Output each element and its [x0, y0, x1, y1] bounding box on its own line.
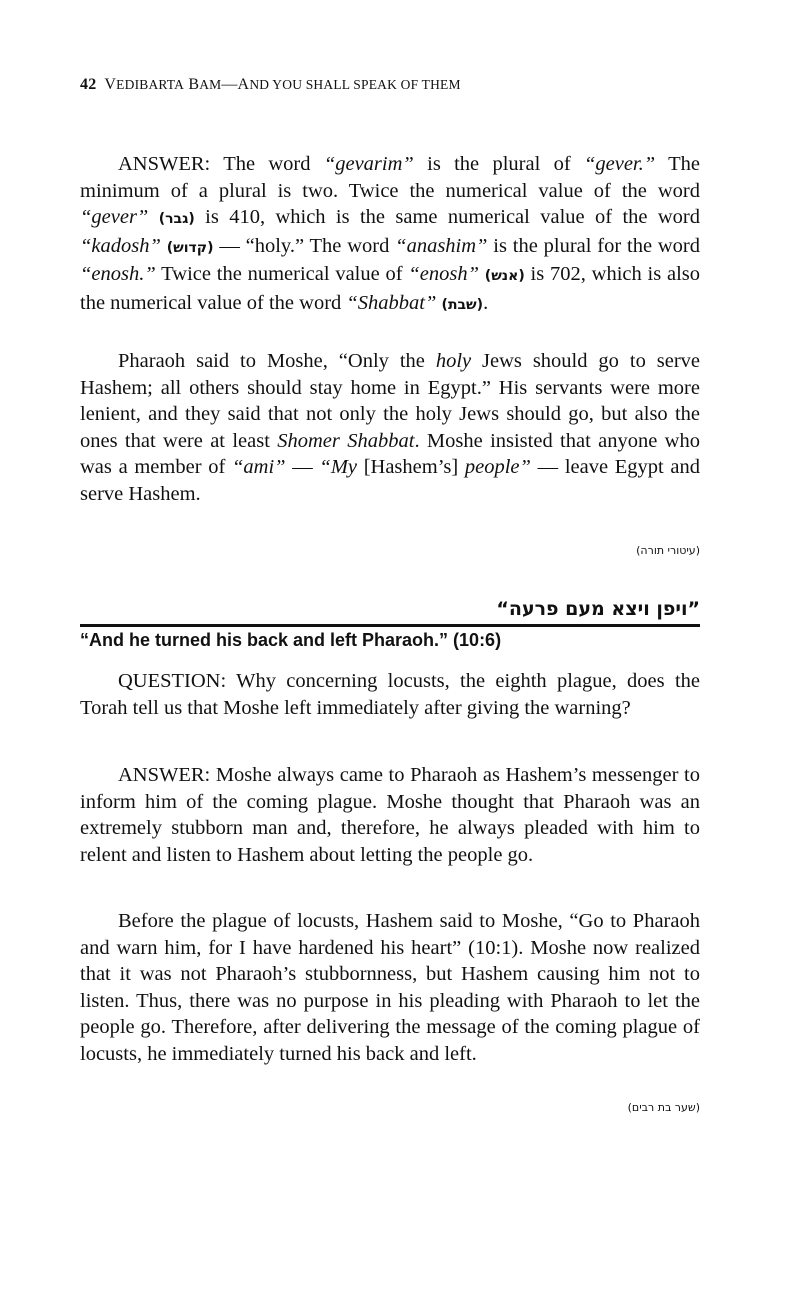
running-header — [80, 76, 461, 94]
before-paragraph: Before the plague of locusts, Hashem said to Moshe, “Go to Pharaoh and warn him, for I have hardened his heart” (10:1). Moshe now realized that it was not Pharaoh’s stubbornness, but Hashem causing him not to listen. Thus, there was no purpose in his pleading with Pharaoh to let the people go. Therefore, after delivering the message of the coming plague of locusts, he immediately turned his back and left. — [80, 910, 700, 1065]
question-paragraph: QUESTION: Why concerning locusts, the eighth plague, does the Torah tell us that Moshe left immediately after giving the warning? — [80, 670, 700, 719]
section-english-title: “And he turned his back and left Pharaoh.” (10:6) — [80, 630, 502, 650]
source-citation-1: (עיטורי תורה) — [636, 544, 700, 557]
hebrew-word: (גבר) — [158, 211, 195, 227]
section-divider — [80, 624, 700, 627]
page-number: 42 — [80, 76, 97, 93]
answer-paragraph-1: ANSWER: The word “gevarim” is the plural of “gever.” The minimum of a plural is two. Twice the numerical value of the word “gever” (גבר) is 410, which is the same numerical value of the word “kadosh” (קדוש) — “holy.” The word “anashim” is the plural for the word “enosh.” Twice the numerical value of “enosh” (אנש) is 702, which is also the numerical value of the word “Shabbat” (שבת). — [80, 153, 701, 314]
hebrew-word: (אנש) — [484, 268, 525, 284]
source-citation-2: (שער בת רבים) — [627, 1101, 700, 1114]
answer-paragraph-2: ANSWER: Moshe always came to Pharaoh as Hashem’s messenger to inform him of the coming plague. Moshe thought that Pharaoh was an extremely stubborn man and, therefore, he always pleaded with him to relent and listen to Hashem about letting the people go. — [80, 764, 700, 866]
pharaoh-paragraph: Pharaoh said to Moshe, “Only the holy Jews should go to serve Hashem; all others should stay home in Egypt.” His servants were more lenient, and they said that not only the holy Jews should go, but also the ones that were at least Shomer Shabbat. Moshe insisted that anyone who was a member of “ami” — “My [Hashem’s] people” — leave Egypt and serve Hashem. — [80, 350, 700, 505]
header-title: VEDIBARTA BAM—AND YOU SHALL SPEAK OF THEM — [104, 76, 461, 93]
section-hebrew-title: ”ויפן ויצא מעם פרעה“ — [496, 598, 700, 620]
hebrew-word: (שבת) — [441, 296, 484, 313]
hebrew-word: (קדוש) — [166, 239, 214, 256]
